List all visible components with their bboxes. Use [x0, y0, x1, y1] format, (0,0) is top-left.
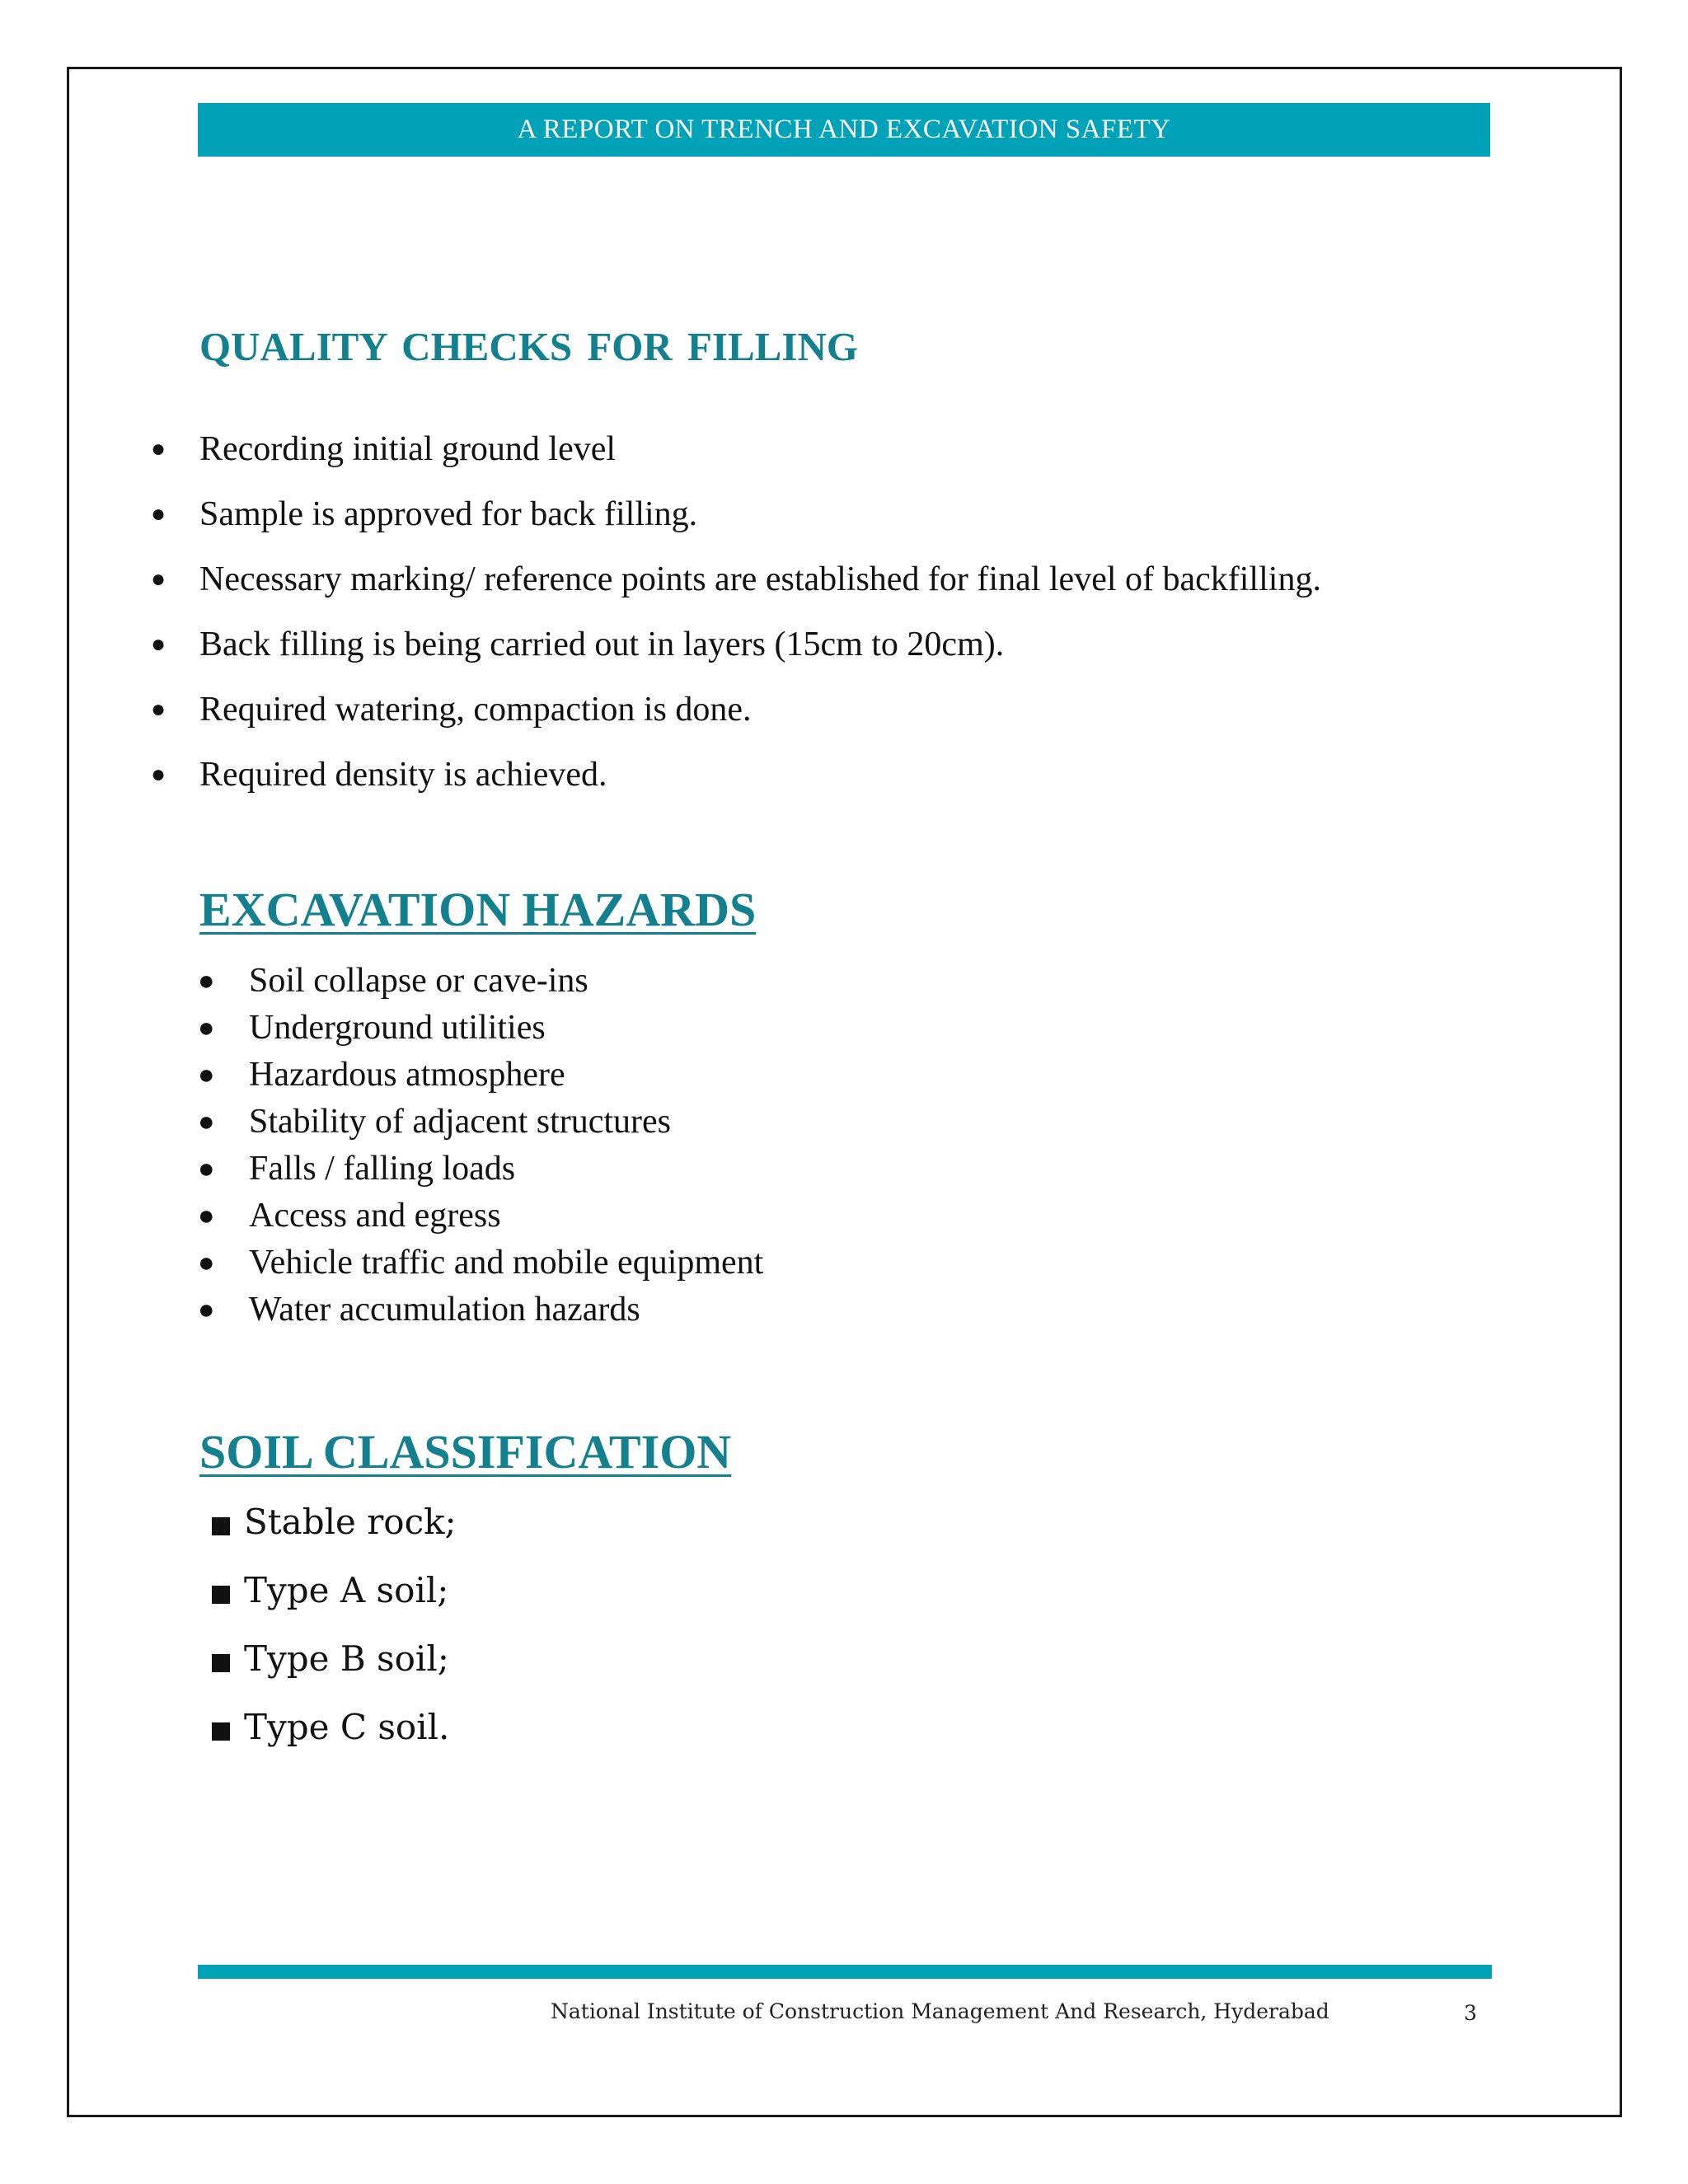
bullet-icon: ●: [151, 565, 166, 593]
report-header-band: [198, 103, 1490, 157]
excavation-hazards-heading: EXCAVATION HAZARDS: [199, 883, 757, 936]
quality-checks-heading: QUALITY CHECKS FOR FILLING: [199, 324, 858, 369]
bullet-icon: ●: [198, 1248, 215, 1278]
soil-classification-heading: SOIL CLASSIFICATION: [199, 1425, 732, 1479]
footer-institution: National Institute of Construction Management And Research, Hyderabad: [551, 1999, 1329, 2023]
bullet-icon: ●: [151, 435, 166, 462]
square-bullet-icon: [212, 1517, 230, 1535]
bullet-icon: ●: [198, 966, 215, 996]
bullet-icon: ●: [198, 1154, 215, 1184]
bullet-icon: ●: [198, 1060, 215, 1090]
square-bullet-icon: [212, 1586, 230, 1604]
bullet-icon: ●: [151, 761, 166, 788]
bullet-icon: ●: [198, 1013, 215, 1043]
footer-rule: [198, 1965, 1492, 1979]
bullet-icon: ●: [198, 1107, 215, 1137]
bullet-icon: ●: [151, 630, 166, 658]
bullet-icon: ●: [151, 696, 166, 723]
report-title: A REPORT ON TRENCH AND EXCAVATION SAFETY: [517, 115, 1171, 144]
bullet-icon: ●: [198, 1201, 215, 1231]
bullet-icon: ●: [151, 500, 166, 527]
bullet-icon: ●: [198, 1295, 215, 1325]
square-bullet-icon: [212, 1722, 230, 1741]
page-number: 3: [1464, 2001, 1477, 2025]
square-bullet-icon: [212, 1654, 230, 1672]
